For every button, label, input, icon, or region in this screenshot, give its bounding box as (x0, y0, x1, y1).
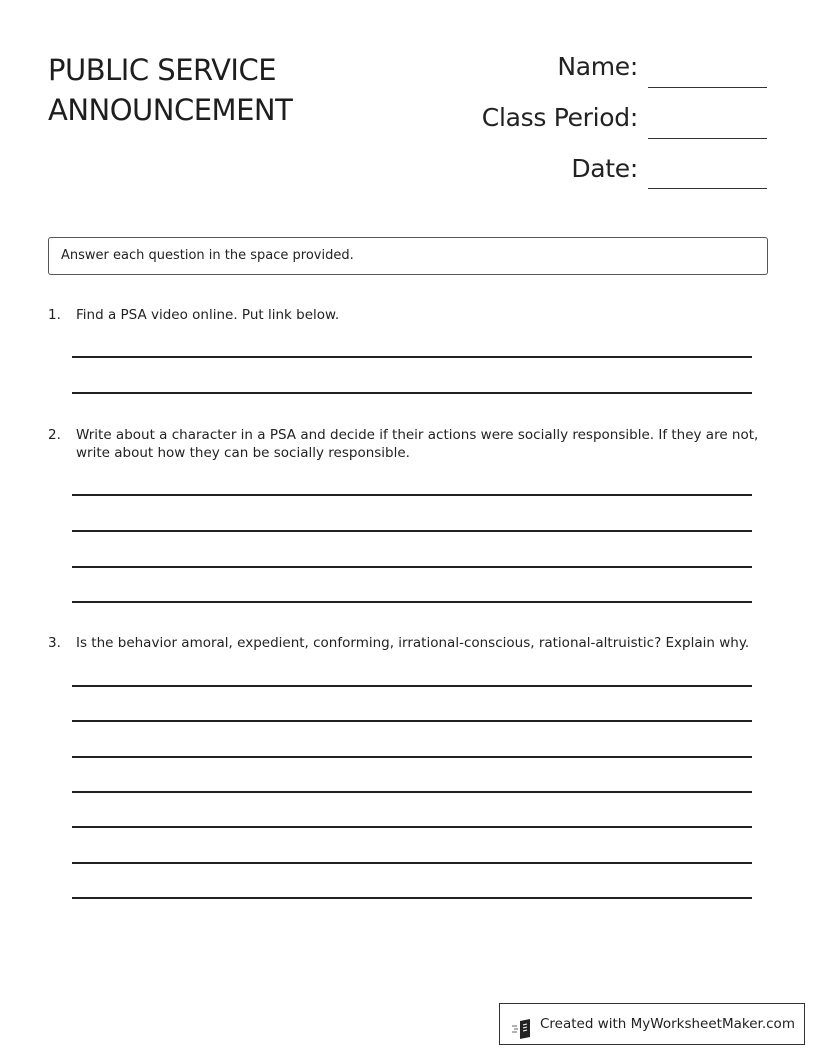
question-text: Is the behavior amoral, expedient, conforming, irrational-conscious, rational-altruistic? Explain why. (76, 635, 750, 651)
answer-line[interactable] (72, 897, 752, 899)
answer-line[interactable] (72, 392, 752, 394)
answer-line[interactable] (72, 756, 752, 758)
answer-line[interactable] (72, 530, 752, 532)
answer-line[interactable] (72, 826, 752, 828)
answer-line[interactable] (72, 356, 752, 358)
worksheet-title (48, 50, 292, 130)
class-period-label: Class Period: (481, 103, 638, 132)
title-line-2: ANNOUNCEMENT (48, 93, 293, 127)
footer-credit (499, 1003, 805, 1045)
date-field[interactable] (648, 188, 767, 189)
answer-line[interactable] (72, 720, 752, 722)
answer-line[interactable] (72, 685, 752, 687)
footer-text: Created with MyWorksheetMaker.com (540, 1016, 795, 1032)
question-number: 1. (48, 307, 61, 323)
title-line-1: PUBLIC SERVICE (48, 53, 277, 87)
question-text: Find a PSA video online. Put link below. (76, 307, 340, 323)
question-number: 3. (48, 635, 61, 651)
worksheet-logo-icon (512, 1015, 534, 1055)
name-label: Name: (557, 52, 638, 81)
answer-line[interactable] (72, 566, 752, 568)
answer-line[interactable] (72, 791, 752, 793)
answer-line[interactable] (72, 494, 752, 496)
class-period-field[interactable] (648, 138, 767, 139)
name-field[interactable] (648, 87, 767, 88)
question-text: Write about a character in a PSA and decide if their actions were socially responsible. If they are not, write about how they can be socially responsible. (76, 427, 759, 461)
answer-line[interactable] (72, 862, 752, 864)
instructions-box: Answer each question in the space provided. (48, 237, 768, 275)
question-number: 2. (48, 427, 61, 443)
date-label: Date: (571, 154, 638, 183)
answer-line[interactable] (72, 601, 752, 603)
